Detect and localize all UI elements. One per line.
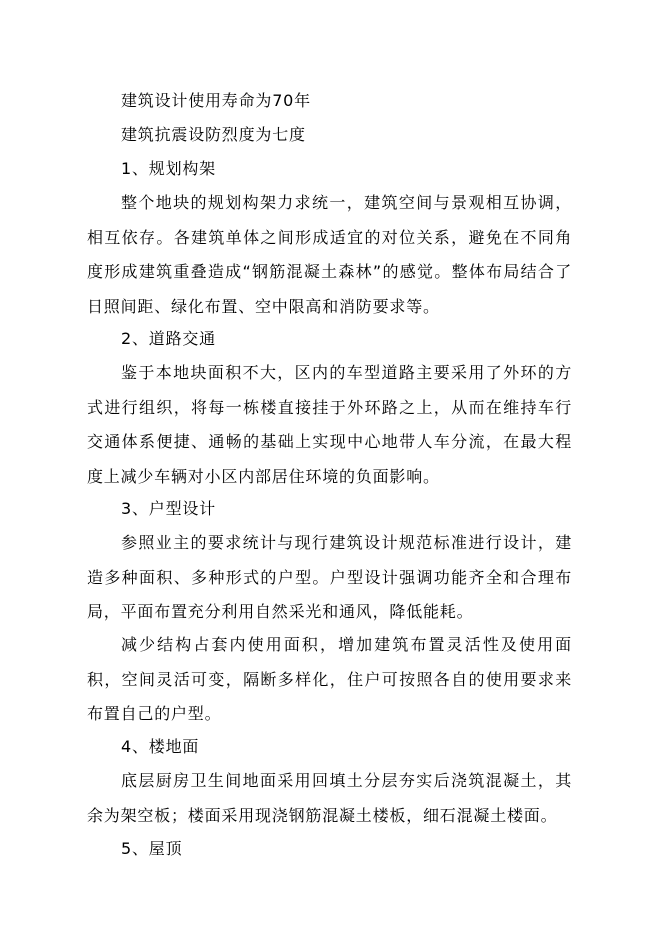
paragraph-floors: 底层厨房卫生间地面采用回填土分层夯实后浇筑混凝土，其余为架空板；楼面采用现浇钢筋混凝土楼板，细石混凝土楼面。: [87, 771, 572, 825]
paragraph-planning: 整个地块的规划构架力求统一，建筑空间与景观相互协调，相互依存。各建筑单体之间形成适宜的对位关系，避免在不同角度形成建筑重叠造成“钢筋混凝土森林”的感觉。整体布局结合了日照间距、绿化布置、空中限高和消防要求等。: [87, 193, 572, 316]
paragraph-unit-design-2: 减少结构占套内使用面积，增加建筑布置灵活性及使用面积，空间灵活可变，隔断多样化，住户可按照各自的使用要求来布置自己的户型。: [87, 635, 572, 723]
section-heading-roof: 5、屋顶: [121, 839, 183, 858]
paragraph-roads: 鉴于本地块面积不大，区内的车型道路主要采用了外环的方式进行组织，将每一栋楼直接挂于外环路之上，从而在维持车行交通体系便捷、通畅的基础上实现中心地带人车分流，在最大程度上减少车辆对小区内部居住环境的负面影响。: [87, 363, 572, 486]
paragraph-unit-design-1: 参照业主的要求统计与现行建筑设计规范标准进行设计，建造多种面积、多种形式的户型。户型设计强调功能齐全和合理布局，平面布置充分利用自然采光和通风，降低能耗。: [87, 533, 572, 621]
section-heading-unit-design: 3、户型设计: [121, 499, 216, 518]
design-life-line: 建筑设计使用寿命为70年: [121, 91, 311, 110]
seismic-line: 建筑抗震设防烈度为七度: [121, 125, 306, 144]
section-heading-floors: 4、楼地面: [121, 737, 200, 756]
section-heading-roads: 2、道路交通: [121, 329, 216, 348]
section-heading-planning: 1、规划构架: [121, 159, 216, 178]
